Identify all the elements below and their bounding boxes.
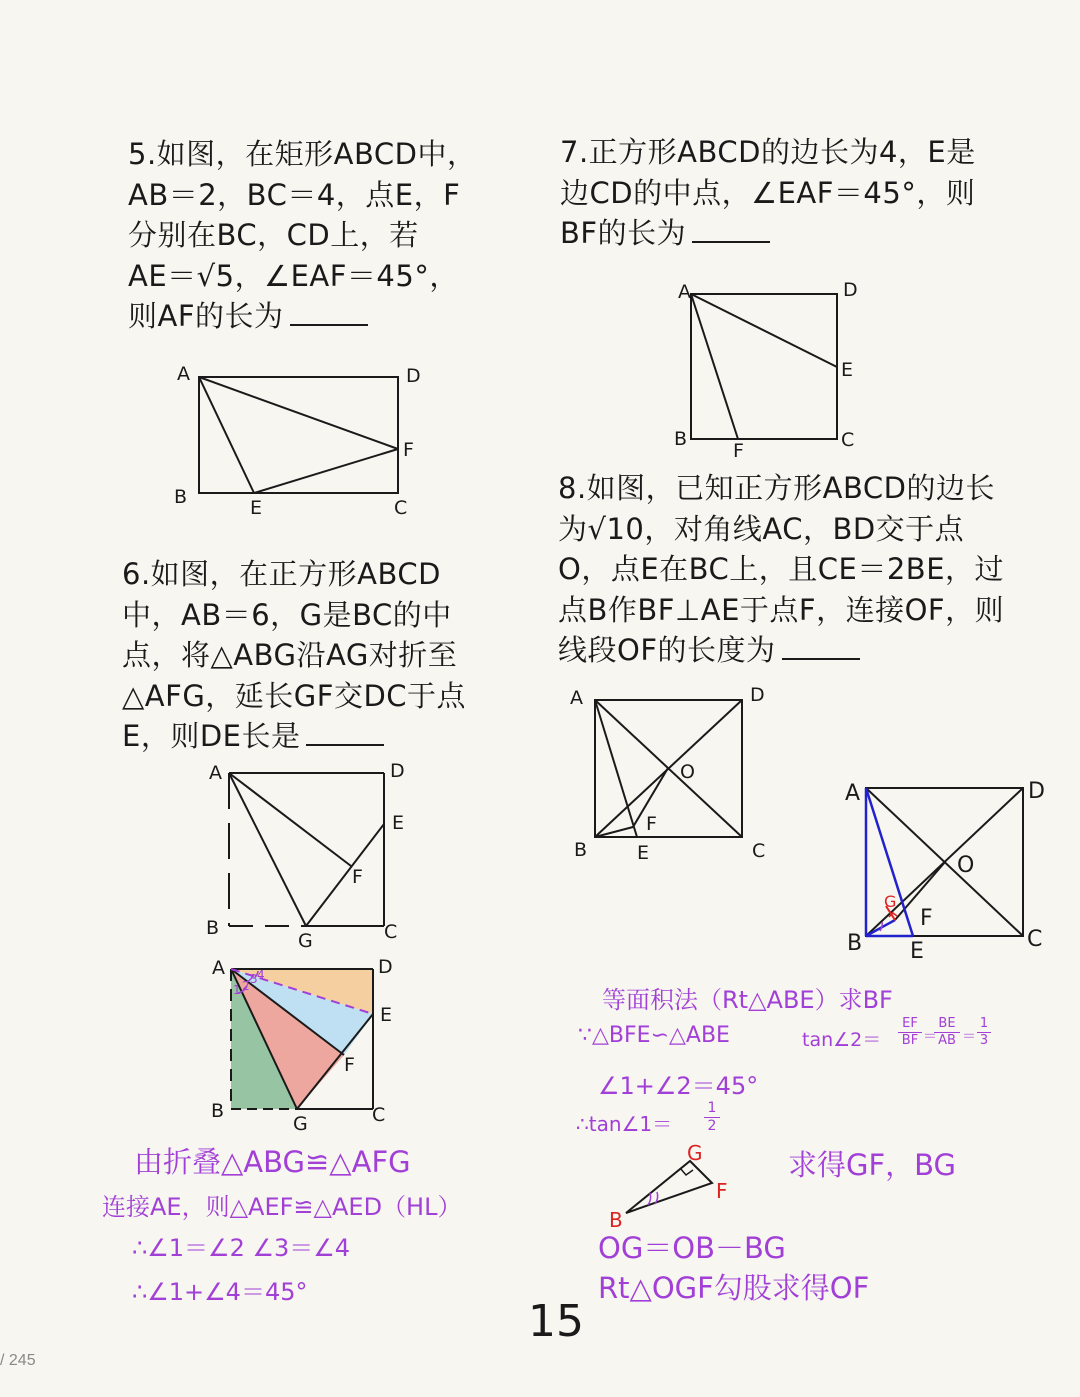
label-F: F bbox=[733, 440, 744, 462]
note-6-line3: ∴∠1＝∠2 ∠3＝∠4 bbox=[132, 1234, 351, 1262]
equals-sign: ＝ bbox=[923, 1029, 937, 1045]
note-8-line1: 等面积法（Rt△ABE）求BF bbox=[602, 986, 893, 1014]
label-G: G bbox=[298, 930, 313, 952]
note-6-line1: 由折叠△ABG≌△AFG bbox=[134, 1145, 411, 1179]
label-A: A bbox=[212, 957, 225, 979]
tri-label-G: G bbox=[687, 1141, 703, 1165]
problem-6-line: 中，AB＝6，G是BC的中 bbox=[122, 597, 452, 632]
label-O: O bbox=[957, 853, 975, 878]
problem-8-line: 为√10，对角线AC，BD交于点 bbox=[558, 511, 965, 546]
problem-6-line: △AFG，延长GF交DC于点 bbox=[122, 678, 467, 713]
problem-7-line: 7.正方形ABCD的边长为4，E是 bbox=[560, 135, 976, 169]
tri-label-B: B bbox=[609, 1208, 623, 1232]
label-E: E bbox=[910, 939, 924, 964]
label-B: B bbox=[211, 1100, 225, 1122]
angle-2-label: 2 bbox=[242, 979, 250, 993]
label-F: F bbox=[920, 906, 933, 931]
note-8-line5: 求得GF，BG bbox=[788, 1148, 957, 1182]
problem-5-line: AE＝√5，∠EAF＝45°， bbox=[128, 258, 459, 293]
label-G: G bbox=[884, 892, 897, 911]
label-B: B bbox=[174, 486, 188, 508]
problem-6-line: 6.如图，在正方形ABCD bbox=[122, 557, 441, 591]
problem-5-line: 则AF的长为 bbox=[128, 299, 284, 333]
label-D: D bbox=[1028, 779, 1045, 804]
problem-6-line: E，则DE长是 bbox=[122, 719, 301, 753]
label-E: E bbox=[841, 359, 854, 381]
label-C: C bbox=[841, 429, 855, 451]
label-A: A bbox=[678, 281, 691, 303]
label-A: A bbox=[570, 687, 583, 709]
tan1-label: ∴tan∠1＝ bbox=[576, 1112, 673, 1136]
problem-8-line: 8.如图，已知正方形ABCD的边长 bbox=[558, 471, 995, 505]
problem-6-line: 点，将△ABG沿AG对折至 bbox=[122, 638, 458, 672]
problem-5-line: AB＝2，BC＝4，点E，F bbox=[128, 177, 461, 212]
label-F: F bbox=[344, 1054, 355, 1076]
problem-5-line: 分别在BC，CD上，若 bbox=[128, 218, 419, 252]
problem-8-line: O，点E在BC上，且CE＝2BE，过 bbox=[558, 552, 1005, 586]
angle-1-label: 1 bbox=[233, 983, 241, 997]
page-counter: / 245 bbox=[0, 1352, 36, 1369]
note-8-line6: OG＝OB－BG bbox=[598, 1231, 786, 1265]
angle-3-label: 3 bbox=[250, 972, 258, 986]
label-C: C bbox=[384, 921, 398, 943]
fraction-ef-bf: EF BF bbox=[898, 1016, 922, 1049]
equals-sign: ＝ bbox=[962, 1029, 976, 1045]
label-A: A bbox=[845, 781, 861, 806]
label-E: E bbox=[637, 842, 650, 864]
note-8-line7: Rt△OGF勾股求得OF bbox=[598, 1271, 870, 1305]
problem-5-line: 5.如图，在矩形ABCD中， bbox=[128, 137, 477, 171]
label-C: C bbox=[372, 1104, 386, 1126]
label-G: G bbox=[293, 1113, 308, 1135]
note-6-line2: 连接AE，则△AEF≌△AED（HL） bbox=[102, 1193, 462, 1221]
label-O: O bbox=[680, 761, 695, 783]
problem-7-line: 边CD的中点，∠EAF＝45°，则 bbox=[560, 175, 976, 210]
label-E: E bbox=[250, 497, 263, 519]
note-6-line4: ∴∠1+∠4＝45° bbox=[132, 1278, 308, 1306]
label-F: F bbox=[352, 866, 363, 888]
label-D: D bbox=[750, 684, 765, 706]
tri-label-F: F bbox=[716, 1179, 728, 1203]
label-E: E bbox=[392, 812, 405, 834]
label-E: E bbox=[380, 1004, 393, 1026]
label-C: C bbox=[1027, 927, 1043, 952]
fraction-1-3: 1 3 bbox=[977, 1016, 991, 1049]
label-B: B bbox=[574, 839, 588, 861]
label-C: C bbox=[752, 840, 766, 862]
angle-4-label: 4 bbox=[257, 968, 265, 982]
problem-8-line: 线段OF的长度为 bbox=[558, 633, 776, 667]
fraction-be-ab: BE AB bbox=[934, 1016, 960, 1049]
fraction-1-2: 1 2 bbox=[704, 1100, 720, 1135]
label-D: D bbox=[843, 279, 858, 301]
problem-8-line: 点B作BF⊥AE于点F，连接OF，则 bbox=[558, 592, 1005, 627]
label-B: B bbox=[206, 917, 220, 939]
label-D: D bbox=[406, 365, 421, 387]
label-B: B bbox=[847, 931, 863, 956]
label-A: A bbox=[209, 762, 222, 784]
label-D: D bbox=[378, 956, 393, 978]
page-number: 15 bbox=[528, 1296, 584, 1347]
note-8-line3: ∠1+∠2＝45° bbox=[598, 1072, 759, 1100]
label-F: F bbox=[403, 439, 414, 461]
label-D: D bbox=[390, 760, 405, 782]
similar-triangles: ∵△BFE∽△ABE bbox=[578, 1023, 730, 1048]
label-F: F bbox=[646, 813, 657, 835]
label-C: C bbox=[394, 497, 408, 519]
tan2-label: tan∠2＝ bbox=[802, 1029, 882, 1051]
label-A: A bbox=[177, 363, 190, 385]
problem-7-line: BF的长为 bbox=[560, 216, 687, 250]
label-B: B bbox=[674, 428, 688, 450]
